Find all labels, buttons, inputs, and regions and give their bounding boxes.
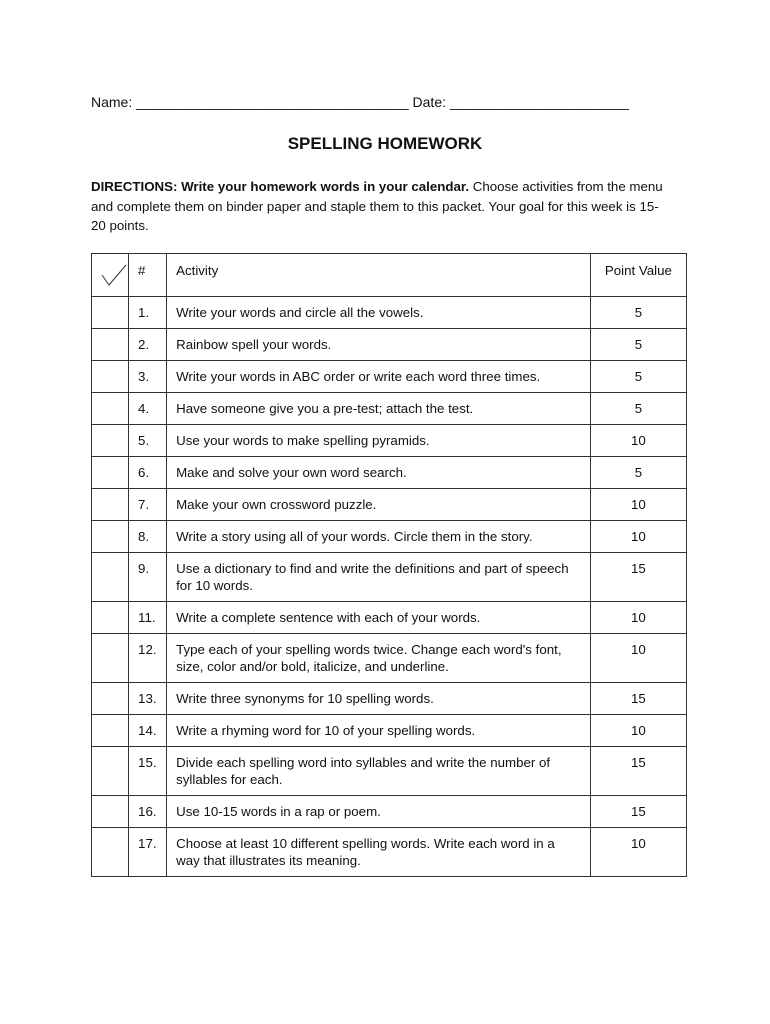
- activity-text: Write three synonyms for 10 spelling words.: [167, 683, 591, 715]
- checkbox-cell[interactable]: [92, 683, 129, 715]
- checkmark-icon: [101, 264, 127, 286]
- checkbox-cell[interactable]: [92, 715, 129, 747]
- activity-text: Divide each spelling word into syllables and write the number of syllables for each.: [167, 747, 591, 796]
- check-column-header: [92, 254, 129, 297]
- point-value: 15: [590, 553, 686, 602]
- activity-number: 15.: [129, 747, 167, 796]
- checkbox-cell[interactable]: [92, 457, 129, 489]
- point-value: 10: [590, 425, 686, 457]
- checkbox-cell[interactable]: [92, 425, 129, 457]
- activity-number: 9.: [129, 553, 167, 602]
- checkbox-cell[interactable]: [92, 747, 129, 796]
- table-row: [92, 683, 687, 715]
- number-column-header: #: [129, 254, 167, 297]
- activity-number: 12.: [129, 634, 167, 683]
- table-row: [92, 715, 687, 747]
- activity-text: Use 10-15 words in a rap or poem.: [167, 796, 591, 828]
- activity-number: 11.: [129, 602, 167, 634]
- activity-number: 5.: [129, 425, 167, 457]
- table-row: [92, 297, 687, 329]
- table-row: [92, 602, 687, 634]
- table-row: [92, 747, 687, 796]
- name-date-line: Name: ___________________________________ Date: _______________________: [91, 94, 629, 110]
- checkbox-cell[interactable]: [92, 553, 129, 602]
- activity-text: Write your words in ABC order or write each word three times.: [167, 361, 591, 393]
- checkbox-cell[interactable]: [92, 361, 129, 393]
- activity-text: Use your words to make spelling pyramids.: [167, 425, 591, 457]
- table-row: [92, 393, 687, 425]
- activity-number: 17.: [129, 828, 167, 877]
- table-row: [92, 828, 687, 877]
- table-row: [92, 361, 687, 393]
- table-row: [92, 425, 687, 457]
- checkbox-cell[interactable]: [92, 634, 129, 683]
- activity-number: 2.: [129, 329, 167, 361]
- point-value: 10: [590, 634, 686, 683]
- point-value: 5: [590, 297, 686, 329]
- checkbox-cell[interactable]: [92, 297, 129, 329]
- directions-bold: DIRECTIONS: Write your homework words in your calendar.: [91, 179, 470, 194]
- checkbox-cell[interactable]: [92, 521, 129, 553]
- activity-number: 16.: [129, 796, 167, 828]
- point-value: 5: [590, 361, 686, 393]
- activity-text: Make and solve your own word search.: [167, 457, 591, 489]
- point-value: 10: [590, 715, 686, 747]
- table-row: [92, 553, 687, 602]
- checkbox-cell[interactable]: [92, 489, 129, 521]
- checkbox-cell[interactable]: [92, 602, 129, 634]
- activity-number: 14.: [129, 715, 167, 747]
- point-value: 15: [590, 747, 686, 796]
- checkbox-cell[interactable]: [92, 393, 129, 425]
- table-row: [92, 457, 687, 489]
- point-value: 15: [590, 796, 686, 828]
- point-value: 10: [590, 489, 686, 521]
- point-value: 10: [590, 828, 686, 877]
- activity-number: 1.: [129, 297, 167, 329]
- activity-text: Write a story using all of your words. Circle them in the story.: [167, 521, 591, 553]
- activity-table: [91, 253, 687, 877]
- point-value: 5: [590, 457, 686, 489]
- table-row: [92, 796, 687, 828]
- table-row: [92, 329, 687, 361]
- point-value: 10: [590, 521, 686, 553]
- directions: [91, 177, 671, 236]
- activity-text: Rainbow spell your words.: [167, 329, 591, 361]
- activity-text: Make your own crossword puzzle.: [167, 489, 591, 521]
- activity-number: 13.: [129, 683, 167, 715]
- activity-column-header: Activity: [167, 254, 591, 297]
- table-row: [92, 521, 687, 553]
- activity-text: Write a complete sentence with each of your words.: [167, 602, 591, 634]
- point-value: 10: [590, 602, 686, 634]
- table-row: [92, 489, 687, 521]
- table-row: [92, 634, 687, 683]
- checkbox-cell[interactable]: [92, 329, 129, 361]
- activity-text: Type each of your spelling words twice. Change each word's font, size, color and/or bold, italicize, and underline.: [167, 634, 591, 683]
- point-value: 5: [590, 329, 686, 361]
- page-title: SPELLING HOMEWORK: [287, 134, 483, 153]
- activity-number: 7.: [129, 489, 167, 521]
- point-value: 15: [590, 683, 686, 715]
- table-header-row: [92, 254, 687, 297]
- activity-number: 6.: [129, 457, 167, 489]
- activity-text: Have someone give you a pre-test; attach the test.: [167, 393, 591, 425]
- checkbox-cell[interactable]: [92, 828, 129, 877]
- activity-text: Write your words and circle all the vowels.: [167, 297, 591, 329]
- directions-text: Choose activities from the menu and complete them on binder paper and staple them to this packet. Your goal for this week is 15-20 points.: [91, 179, 663, 233]
- point-value: 5: [590, 393, 686, 425]
- points-column-header: Point Value: [590, 254, 686, 297]
- activity-number: 8.: [129, 521, 167, 553]
- activity-text: Choose at least 10 different spelling words. Write each word in a way that illustrates its meaning.: [167, 828, 591, 877]
- checkbox-cell[interactable]: [92, 796, 129, 828]
- activity-number: 3.: [129, 361, 167, 393]
- activity-text: Write a rhyming word for 10 of your spelling words.: [167, 715, 591, 747]
- activity-number: 4.: [129, 393, 167, 425]
- activity-text: Use a dictionary to find and write the definitions and part of speech for 10 words.: [167, 553, 591, 602]
